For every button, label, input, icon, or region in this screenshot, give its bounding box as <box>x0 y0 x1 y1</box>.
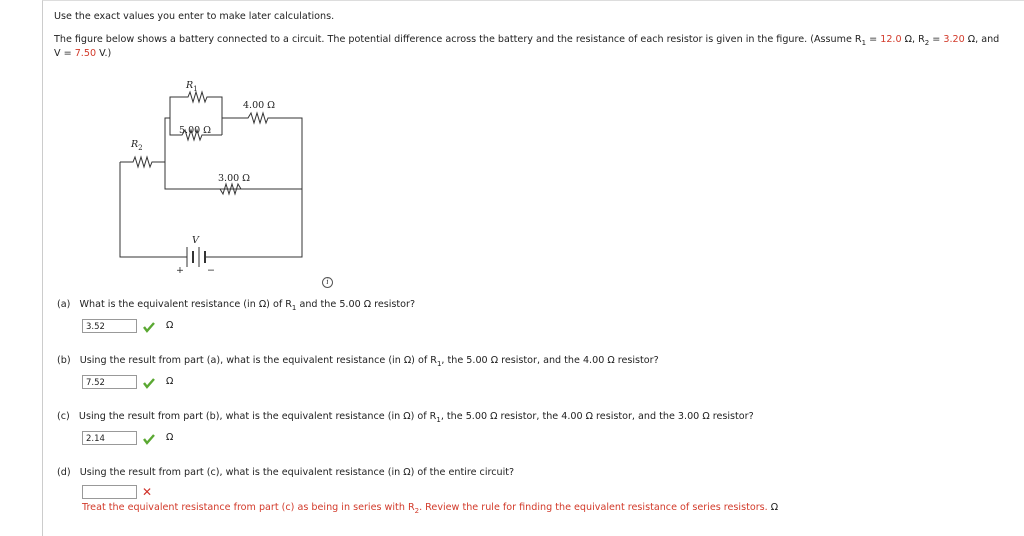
v-label: V <box>192 235 199 246</box>
intro-text: Use the exact values you enter to make later calculations. <box>54 11 335 22</box>
r2-label: $R_2$ <box>131 139 143 152</box>
plus-sign: + <box>176 265 184 276</box>
res-300-label: 3.00 Ω <box>218 173 251 184</box>
r1-label: $R_1$ <box>186 80 198 93</box>
check-icon <box>142 377 156 389</box>
part-c-question: (c) Using the result from part (b), what is the equivalent resistance (in Ω) of $R_1$, the 5.00 Ω resistor, the 4.00 Ω resistor, and the 3.00 Ω resistor? <box>57 411 754 424</box>
part-c-unit: Ω <box>166 432 174 443</box>
part-a-answer-input[interactable]: 3.52 <box>82 319 137 333</box>
check-icon <box>142 321 156 333</box>
part-c-answer-input[interactable]: 2.14 <box>82 431 137 445</box>
part-d-question: (d) Using the result from part (c), what is the equivalent resistance (in Ω) of the entire circuit? <box>57 467 515 478</box>
part-b-question: (b) Using the result from part (a), what is the equivalent resistance (in Ω) of $R_1$, the 5.00 Ω resistor, and the 4.00 Ω resistor? <box>57 355 659 368</box>
v-value: 7.50 <box>74 48 97 59</box>
part-d-feedback: Treat the equivalent resistance from part (c) as being in series with $R_2$. Review the rule for finding the equivalent resistance of series resistors. Ω <box>82 502 779 515</box>
info-icon[interactable]: i <box>322 277 333 288</box>
res-500-label: 5.00 Ω <box>179 125 212 136</box>
minus-sign: − <box>207 265 215 276</box>
r2-value: 3.20 <box>943 34 965 45</box>
circuit-diagram <box>110 75 340 285</box>
part-d-unit: Ω <box>770 502 779 513</box>
res-400-label: 4.00 Ω <box>243 100 276 111</box>
x-icon: ✕ <box>142 485 153 499</box>
part-a-unit: Ω <box>166 320 174 331</box>
problem-statement-line2: V = 7.50 V.) <box>54 48 112 59</box>
part-b-unit: Ω <box>166 376 174 387</box>
part-b-answer-input[interactable]: 7.52 <box>82 375 137 389</box>
check-icon <box>142 433 156 445</box>
r1-value: 12.0 <box>880 34 902 45</box>
part-a-question: (a) What is the equivalent resistance (in Ω) of $R_1$ and the 5.00 Ω resistor? <box>57 299 416 312</box>
part-d-answer-input[interactable] <box>82 485 137 499</box>
problem-statement: The figure below shows a battery connected to a circuit. The potential difference across the battery and the resistance of each resistor is given in the figure. (Assume $R_1 = 12.0$ Ω, $R_2 = 3.20$ Ω, and <box>54 34 1000 47</box>
